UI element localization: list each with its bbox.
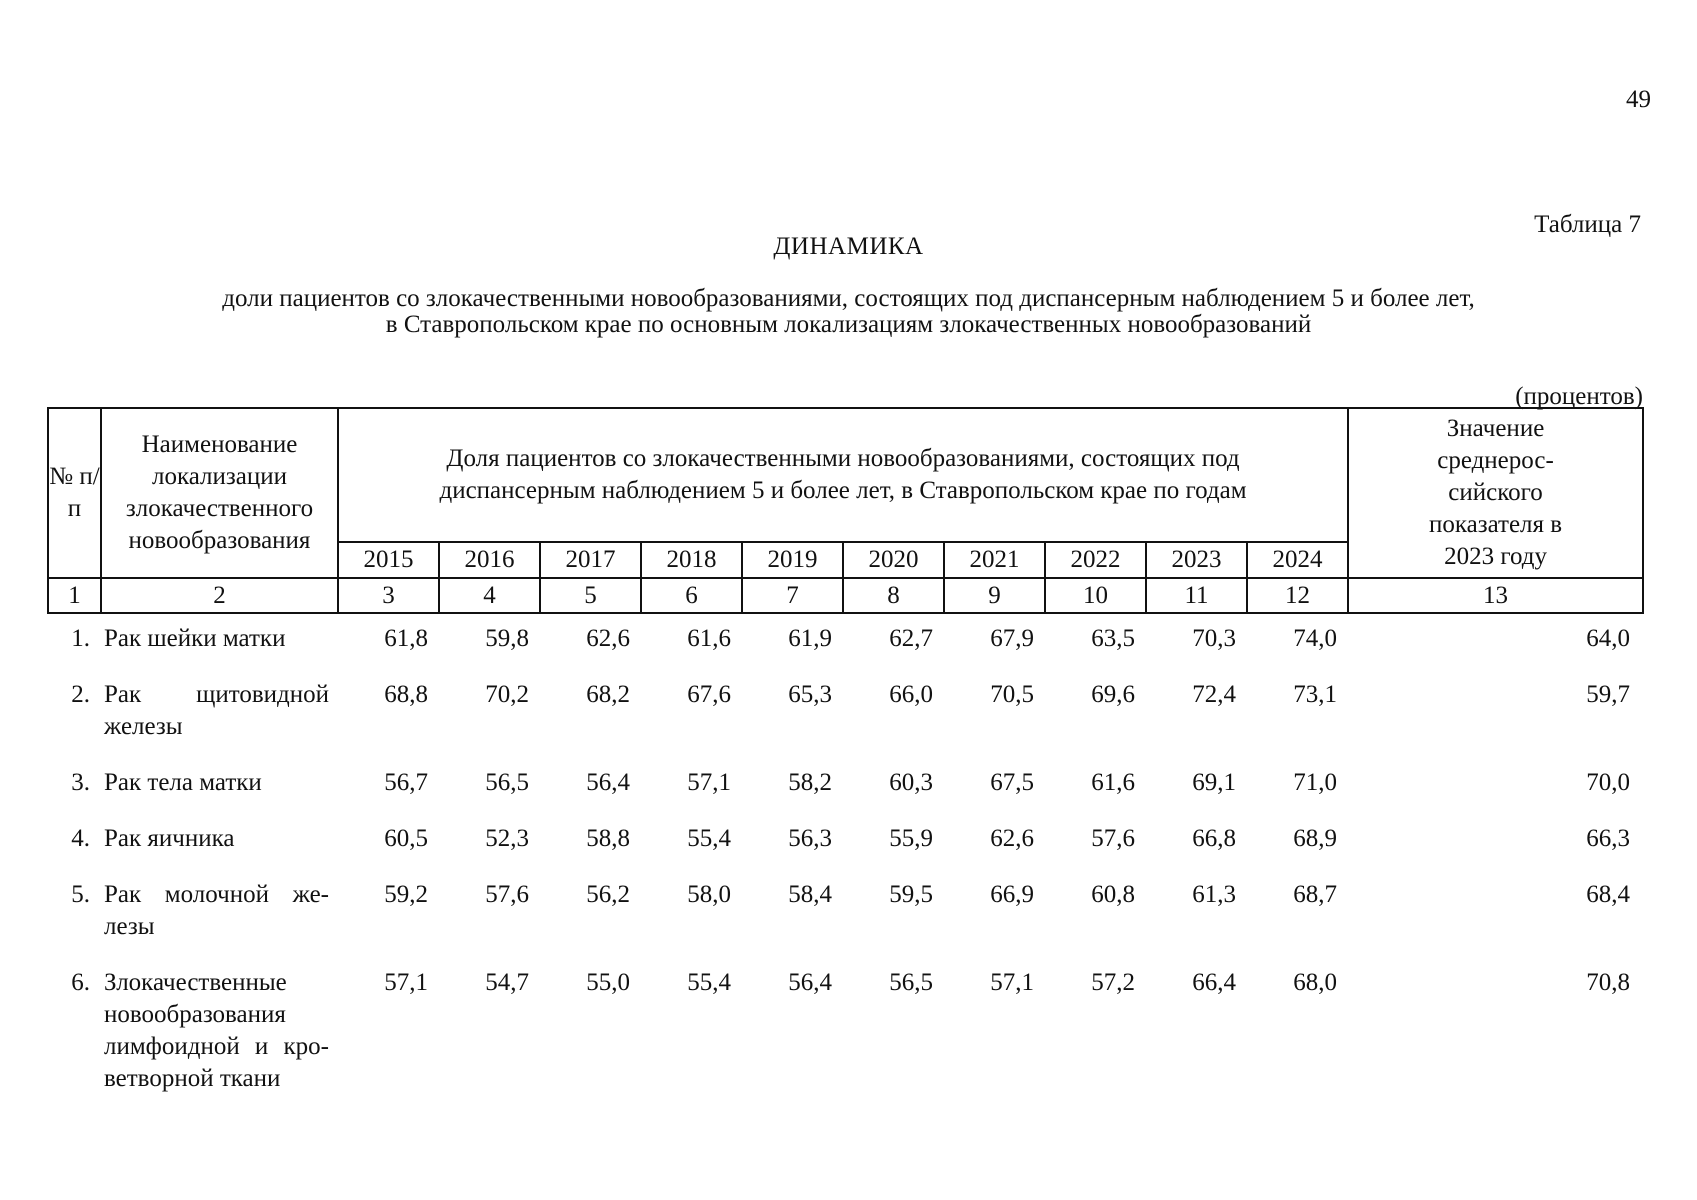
row-value: 70,3 [1192, 625, 1236, 652]
row-value: 61,6 [687, 625, 731, 652]
row-value: 55,9 [889, 825, 933, 852]
row-value: 74,0 [1293, 625, 1337, 652]
row-value: 59,8 [485, 625, 529, 652]
header-year: 2019 [742, 542, 843, 578]
row-value: 71,0 [1293, 769, 1337, 796]
row-value: 56,5 [485, 769, 529, 796]
column-number: 6 [641, 578, 742, 613]
row-localization-name: Рак щитовидной железы [104, 681, 329, 740]
column-number: 10 [1045, 578, 1146, 613]
row-value: 68,9 [1293, 825, 1337, 852]
row-localization-name: Рак яичника [104, 825, 235, 852]
row-value: 68,0 [1293, 969, 1337, 996]
row-value: 61,6 [1091, 769, 1135, 796]
table-row [47, 823, 1642, 879]
row-russia-average: 70,0 [1586, 769, 1630, 796]
row-value: 69,1 [1192, 769, 1236, 796]
row-value: 60,3 [889, 769, 933, 796]
row-number: 3. [71, 769, 90, 796]
table-row [47, 967, 1642, 1119]
column-number: 2 [101, 578, 338, 613]
row-number: 6. [71, 969, 90, 996]
document-subtitle [0, 286, 1697, 338]
header-year: 2016 [439, 542, 540, 578]
row-value: 56,4 [586, 769, 630, 796]
column-number: 1 [48, 578, 101, 613]
row-value: 58,8 [586, 825, 630, 852]
table-row [47, 679, 1642, 767]
header-year: 2024 [1247, 542, 1348, 578]
column-number: 12 [1247, 578, 1348, 613]
header-localization: Наименование локализации злокачественного новообразования [101, 408, 338, 578]
row-value: 67,9 [990, 625, 1034, 652]
column-number: 11 [1146, 578, 1247, 613]
header-year: 2018 [641, 542, 742, 578]
row-value: 68,8 [384, 681, 428, 708]
row-value: 66,4 [1192, 969, 1236, 996]
column-number: 5 [540, 578, 641, 613]
row-value: 59,5 [889, 881, 933, 908]
row-number: 2. [71, 681, 90, 708]
row-value: 68,2 [586, 681, 630, 708]
row-value: 60,8 [1091, 881, 1135, 908]
row-value: 65,3 [788, 681, 832, 708]
row-value: 66,0 [889, 681, 933, 708]
header-year: 2021 [944, 542, 1045, 578]
row-value: 58,2 [788, 769, 832, 796]
units-label: (процентов) [1515, 383, 1643, 410]
row-value: 62,6 [586, 625, 630, 652]
row-value: 60,5 [384, 825, 428, 852]
row-value: 56,4 [788, 969, 832, 996]
table-body [47, 623, 1642, 1119]
row-value: 58,4 [788, 881, 832, 908]
row-value: 59,2 [384, 881, 428, 908]
column-number: 13 [1348, 578, 1643, 613]
row-russia-average: 64,0 [1586, 625, 1630, 652]
row-localization-name: Рак молочной же-лезы [104, 881, 329, 940]
row-value: 63,5 [1091, 625, 1135, 652]
row-value: 52,3 [485, 825, 529, 852]
header-year: 2015 [338, 542, 439, 578]
row-value: 70,5 [990, 681, 1034, 708]
column-number: 9 [944, 578, 1045, 613]
row-value: 57,1 [990, 969, 1034, 996]
row-value: 56,2 [586, 881, 630, 908]
column-number: 7 [742, 578, 843, 613]
row-value: 58,0 [687, 881, 731, 908]
subtitle-line-2: в Ставропольском крае по основным локализациям злокачественных новообразований [385, 311, 1312, 338]
table-row [47, 767, 1642, 823]
row-localization-name: Рак тела матки [104, 769, 262, 796]
row-value: 72,4 [1192, 681, 1236, 708]
row-value: 55,0 [586, 969, 630, 996]
header-share-line-2: диспансерным наблюдением 5 и более лет, в Ставропольском крае по годам [439, 477, 1247, 504]
row-value: 57,6 [485, 881, 529, 908]
row-value: 55,4 [687, 825, 731, 852]
row-value: 56,7 [384, 769, 428, 796]
row-value: 66,9 [990, 881, 1034, 908]
document-title: ДИНАМИКА [773, 233, 924, 260]
row-value: 57,6 [1091, 825, 1135, 852]
column-number: 8 [843, 578, 944, 613]
header-russia-average: Значение среднерос-сийского показателя в 2023 году [1348, 408, 1643, 578]
row-russia-average: 59,7 [1586, 681, 1630, 708]
row-number: 4. [71, 825, 90, 852]
row-value: 67,6 [687, 681, 731, 708]
row-value: 69,6 [1091, 681, 1135, 708]
row-value: 57,1 [384, 969, 428, 996]
row-value: 57,2 [1091, 969, 1135, 996]
header-share [338, 408, 1348, 542]
header-year: 2023 [1146, 542, 1247, 578]
row-russia-average: 66,3 [1586, 825, 1630, 852]
header-number: № п/п [48, 408, 101, 578]
row-number: 1. [71, 625, 90, 652]
header-year: 2022 [1045, 542, 1146, 578]
subtitle-line-1: доли пациентов со злокачественными новообразованиями, состоящих под диспансерным наблюдением 5 и более лет, [222, 285, 1475, 312]
row-localization-name: Рак шейки матки [104, 625, 286, 652]
header-year: 2017 [540, 542, 641, 578]
row-value: 66,8 [1192, 825, 1236, 852]
row-value: 56,5 [889, 969, 933, 996]
row-value: 70,2 [485, 681, 529, 708]
row-value: 61,9 [788, 625, 832, 652]
row-value: 67,5 [990, 769, 1034, 796]
row-value: 54,7 [485, 969, 529, 996]
header-share-line-1: Доля пациентов со злокачественными новообразованиями, состоящих под [446, 445, 1240, 472]
header-year: 2020 [843, 542, 944, 578]
table-row [47, 623, 1642, 679]
row-value: 62,7 [889, 625, 933, 652]
table-header [47, 407, 1644, 614]
column-number: 4 [439, 578, 540, 613]
row-value: 61,8 [384, 625, 428, 652]
row-value: 55,4 [687, 969, 731, 996]
row-russia-average: 68,4 [1586, 881, 1630, 908]
row-value: 57,1 [687, 769, 731, 796]
row-value: 62,6 [990, 825, 1034, 852]
row-value: 73,1 [1293, 681, 1337, 708]
row-value: 56,3 [788, 825, 832, 852]
row-value: 68,7 [1293, 881, 1337, 908]
table-row [47, 879, 1642, 967]
row-value: 61,3 [1192, 881, 1236, 908]
table-label: Таблица 7 [1534, 211, 1641, 238]
column-number: 3 [338, 578, 439, 613]
row-localization-name: Злокачественные новообразования лимфоидной и кро-ветворной ткани [104, 969, 329, 1092]
row-russia-average: 70,8 [1586, 969, 1630, 996]
page-number: 49 [1626, 86, 1651, 113]
row-number: 5. [71, 881, 90, 908]
